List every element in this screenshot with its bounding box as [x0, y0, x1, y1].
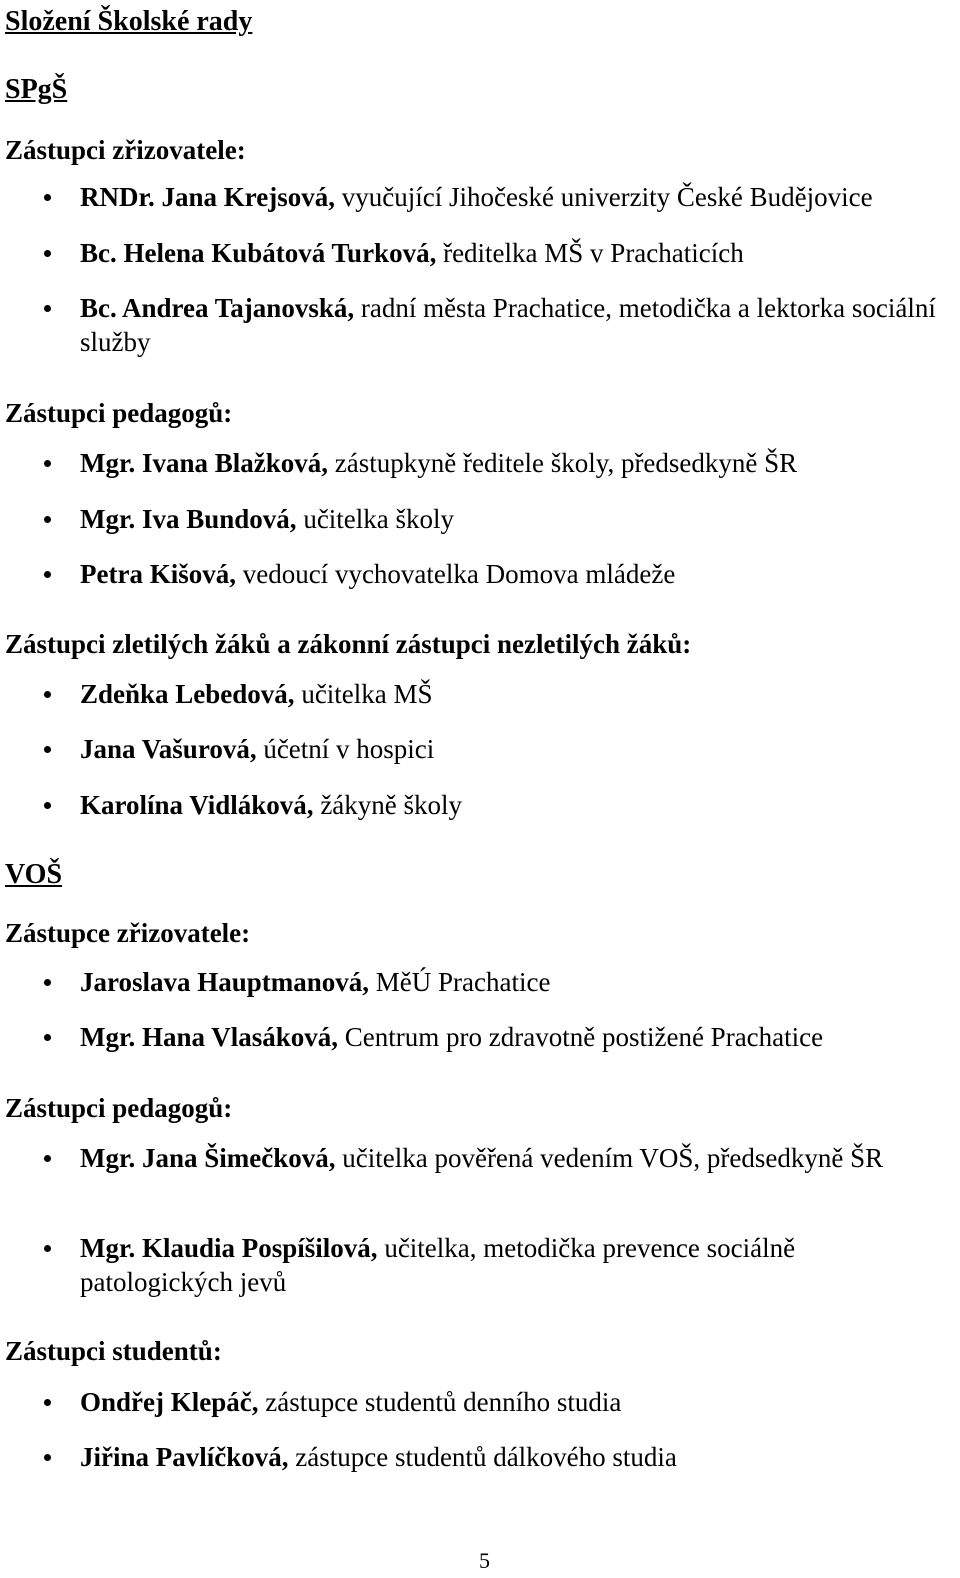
bullet-icon: [44, 691, 51, 698]
member-name: Jiřina Pavlíčková,: [80, 1442, 289, 1472]
member-name: Mgr. Iva Bundová,: [80, 504, 297, 534]
member-name: Bc. Andrea Tajanovská,: [80, 293, 355, 323]
member-role: zástupce studentů denního studia: [258, 1387, 622, 1417]
bullet-icon: [44, 1399, 51, 1406]
list-item: [80, 1231, 940, 1299]
list-item: [80, 1141, 940, 1175]
member-role: účetní v hospici: [256, 734, 435, 764]
member-role: žákyně školy: [313, 790, 463, 820]
page-number: 5: [479, 1548, 490, 1573]
member-name: Bc. Helena Kubátová Turková,: [80, 238, 437, 268]
list-item: [80, 732, 940, 766]
member-name: Mgr. Jana Šimečková,: [80, 1143, 336, 1173]
member-name: Jana Vašurová,: [80, 734, 257, 764]
member-role: vedoucí vychovatelka Domova mládeže: [235, 559, 676, 589]
member-role: zástupkyně ředitele školy, předsedkyně ŠR: [328, 448, 798, 478]
member-role: učitelka, metodička prevence sociálně patologických jevů: [80, 1233, 796, 1297]
group-label-zastupci-pedagogu: Zástupci pedagogů:: [5, 398, 233, 428]
list-item: [80, 180, 940, 214]
member-role: radní města Prachatice, metodička a lektorka sociální služby: [80, 293, 936, 357]
group-label-zastupci-studentu: Zástupci studentů:: [5, 1336, 222, 1366]
list-item: [80, 446, 940, 480]
member-role: Centrum pro zdravotně postižené Prachatice: [338, 1022, 824, 1052]
member-name: Zdeňka Lebedová,: [80, 679, 295, 709]
member-role: učitelka školy: [296, 504, 455, 534]
page-title: Složení Školské rady: [5, 6, 253, 37]
member-role: ředitelka MŠ v Prachaticích: [436, 238, 744, 268]
member-name: Mgr. Hana Vlasáková,: [80, 1022, 339, 1052]
bullet-icon: [44, 250, 51, 257]
bullet-icon: [44, 571, 51, 578]
member-name: Ondřej Klepáč,: [80, 1387, 259, 1417]
member-name: Mgr. Klaudia Pospíšilová,: [80, 1233, 378, 1263]
member-name: RNDr. Jana Krejsová,: [80, 182, 335, 212]
group-label-zastupci-zaku: Zástupci zletilých žáků a zákonní zástupci nezletilých žáků:: [5, 629, 692, 659]
bullet-icon: [44, 194, 51, 201]
member-role: zástupce studentů dálkového studia: [288, 1442, 677, 1472]
bullet-icon: [44, 1454, 51, 1461]
member-name: Karolína Vidláková,: [80, 790, 314, 820]
list-item: [80, 677, 940, 711]
member-role: učitelka pověřená vedením VOŠ, předsedkyně ŠR: [335, 1143, 884, 1173]
list-item: [80, 965, 940, 999]
bullet-icon: [44, 305, 51, 312]
bullet-icon: [44, 746, 51, 753]
bullet-icon: [44, 802, 51, 809]
group-label-zastupce-zrizovatele: Zástupce zřizovatele:: [5, 918, 251, 948]
list-item: [80, 557, 940, 591]
bullet-icon: [44, 460, 51, 467]
member-name: Mgr. Ivana Blažková,: [80, 448, 329, 478]
bullet-icon: [44, 979, 51, 986]
member-role: učitelka MŠ: [294, 679, 433, 709]
member-role: MěÚ Prachatice: [369, 967, 551, 997]
list-item: [80, 1385, 940, 1419]
list-item: [80, 788, 940, 822]
group-label-zastupci-pedagogu-vos: Zástupci pedagogů:: [5, 1093, 233, 1123]
bullet-icon: [44, 1245, 51, 1252]
section-title-spgs: SPgŠ: [5, 74, 68, 105]
list-item: [80, 1020, 940, 1054]
list-item: [80, 502, 940, 536]
member-name: Petra Kišová,: [80, 559, 236, 589]
member-role: vyučující Jihočeské univerzity České Budějovice: [335, 182, 873, 212]
list-item: [80, 1440, 940, 1474]
list-item: [80, 291, 940, 359]
member-name: Jaroslava Hauptmanová,: [80, 967, 370, 997]
section-title-vos: VOŠ: [5, 859, 63, 890]
bullet-icon: [44, 516, 51, 523]
bullet-icon: [44, 1034, 51, 1041]
group-label-zastupci-zrizovatele: Zástupci zřizovatele:: [5, 135, 246, 165]
list-item: [80, 236, 940, 270]
bullet-icon: [44, 1155, 51, 1162]
